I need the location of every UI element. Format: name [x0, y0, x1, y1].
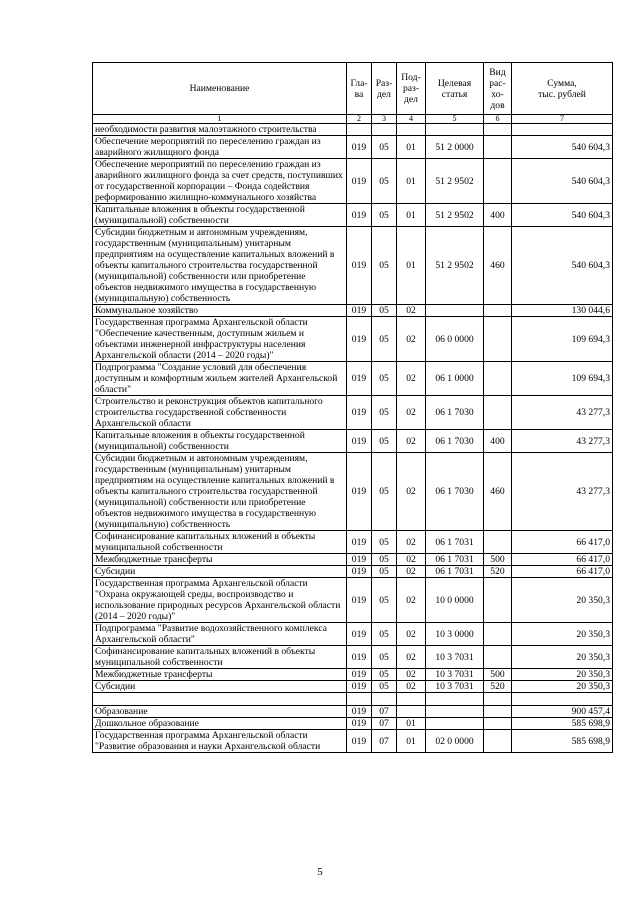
cell-glava: 019: [347, 453, 372, 531]
table-row: [93, 362, 613, 396]
cell-expense-type: [484, 693, 512, 706]
cell-glava: 019: [347, 305, 372, 317]
header-name: Наименование: [93, 63, 347, 115]
cell-target-article: 10 3 7031: [426, 669, 484, 681]
cell-podrazdel: 02: [397, 531, 426, 554]
cell-name: Капитальные вложения в объекты государственной (муниципальной) собственности: [93, 430, 347, 453]
table-row: [93, 305, 613, 317]
cell-glava: [347, 693, 372, 706]
cell-podrazdel: 01: [397, 730, 426, 753]
cell-name: Подпрограмма "Создание условий для обеспечения доступным и комфортным жильем жителей Архангельской области": [93, 362, 347, 396]
cell-expense-type: 460: [484, 453, 512, 531]
cell-podrazdel: [397, 124, 426, 136]
cell-target-article: 06 0 0000: [426, 317, 484, 362]
cell-razdel: 05: [372, 317, 397, 362]
cell-glava: 019: [347, 136, 372, 159]
cell-razdel: 05: [372, 554, 397, 566]
cell-razdel: 07: [372, 718, 397, 730]
cell-expense-type: 460: [484, 227, 512, 305]
cell-sum: 66 417,0: [512, 531, 613, 554]
cell-target-article: [426, 305, 484, 317]
column-number: 1: [93, 115, 347, 124]
cell-podrazdel: 01: [397, 227, 426, 305]
cell-razdel: 05: [372, 396, 397, 430]
cell-name: Субсидии: [93, 566, 347, 578]
cell-glava: 019: [347, 566, 372, 578]
cell-sum: 20 350,3: [512, 623, 613, 646]
cell-sum: 540 604,3: [512, 227, 613, 305]
table-row: [93, 204, 613, 227]
table-row: [93, 136, 613, 159]
table-row: [93, 566, 613, 578]
table-row: [93, 396, 613, 430]
table-row: [93, 681, 613, 693]
table-row: [93, 554, 613, 566]
cell-podrazdel: 01: [397, 159, 426, 204]
cell-name: Образование: [93, 706, 347, 718]
cell-expense-type: [484, 124, 512, 136]
table-body: [93, 124, 613, 753]
cell-podrazdel: 02: [397, 623, 426, 646]
cell-podrazdel: 02: [397, 681, 426, 693]
table-row: [93, 718, 613, 730]
cell-glava: 019: [347, 706, 372, 718]
cell-glava: 019: [347, 227, 372, 305]
cell-razdel: 05: [372, 362, 397, 396]
cell-razdel: 05: [372, 136, 397, 159]
cell-sum: 43 277,3: [512, 430, 613, 453]
table-row: [93, 706, 613, 718]
header-sum: Сумма, тыс. рублей: [512, 63, 613, 115]
cell-sum: 109 694,3: [512, 362, 613, 396]
table-row: [93, 623, 613, 646]
cell-glava: 019: [347, 578, 372, 623]
cell-glava: 019: [347, 317, 372, 362]
cell-razdel: 05: [372, 531, 397, 554]
cell-expense-type: 400: [484, 430, 512, 453]
cell-podrazdel: [397, 693, 426, 706]
cell-target-article: [426, 718, 484, 730]
cell-expense-type: [484, 718, 512, 730]
cell-podrazdel: 02: [397, 566, 426, 578]
cell-name: Межбюджетные трансферты: [93, 554, 347, 566]
column-number: 4: [397, 115, 426, 124]
cell-target-article: 10 3 7031: [426, 681, 484, 693]
cell-name: Государственная программа Архангельской области "Развитие образования и науки Архангельской области: [93, 730, 347, 753]
cell-name: Государственная программа Архангельской области "Обеспечение качественным, доступным жильем и объектами инженерной инфраструктуры населения Архангельской области (2014 – 2020 годы)": [93, 317, 347, 362]
table-row: [93, 317, 613, 362]
cell-name: Межбюджетные трансферты: [93, 669, 347, 681]
cell-podrazdel: 02: [397, 578, 426, 623]
cell-razdel: [372, 124, 397, 136]
cell-glava: 019: [347, 362, 372, 396]
cell-expense-type: [484, 578, 512, 623]
cell-target-article: [426, 706, 484, 718]
cell-target-article: 51 2 9502: [426, 159, 484, 204]
cell-razdel: 05: [372, 453, 397, 531]
cell-sum: 109 694,3: [512, 317, 613, 362]
cell-name: Обеспечение мероприятий по переселению граждан из аварийного жилищного фонда за счет средств, поступивших от государственной корпорации – Фонда содействия реформированию жилищно-коммунального хозяйства: [93, 159, 347, 204]
cell-sum: 900 457,4: [512, 706, 613, 718]
cell-glava: 019: [347, 531, 372, 554]
cell-razdel: 05: [372, 623, 397, 646]
cell-glava: 019: [347, 204, 372, 227]
cell-glava: 019: [347, 730, 372, 753]
cell-target-article: 10 3 7031: [426, 646, 484, 669]
cell-podrazdel: 02: [397, 554, 426, 566]
cell-podrazdel: 02: [397, 305, 426, 317]
cell-expense-type: [484, 623, 512, 646]
cell-podrazdel: 02: [397, 396, 426, 430]
cell-razdel: 05: [372, 227, 397, 305]
cell-sum: 585 698,9: [512, 718, 613, 730]
cell-expense-type: 400: [484, 204, 512, 227]
cell-target-article: 51 2 9502: [426, 227, 484, 305]
cell-target-article: [426, 124, 484, 136]
cell-sum: 20 350,3: [512, 646, 613, 669]
cell-sum: [512, 693, 613, 706]
cell-glava: 019: [347, 681, 372, 693]
cell-glava: 019: [347, 623, 372, 646]
cell-expense-type: [484, 317, 512, 362]
cell-name: Обеспечение мероприятий по переселению граждан из аварийного жилищного фонда: [93, 136, 347, 159]
cell-sum: 66 417,0: [512, 554, 613, 566]
cell-target-article: 06 1 7030: [426, 430, 484, 453]
column-number: 6: [484, 115, 512, 124]
cell-sum: 66 417,0: [512, 566, 613, 578]
cell-name: Софинансирование капитальных вложений в объекты муниципальной собственности: [93, 531, 347, 554]
cell-expense-type: 520: [484, 681, 512, 693]
cell-sum: 20 350,3: [512, 669, 613, 681]
cell-razdel: 05: [372, 669, 397, 681]
cell-name: Подпрограмма "Развитие водохозяйственного комплекса Архангельской области": [93, 623, 347, 646]
cell-name: Субсидии бюджетным и автономным учреждениям, государственным (муниципальным) унитарным предприятиям на осуществление капитальных вложений в объекты капитального строительства государственной (муниципальной) собственности или приобретение объектов недвижимого имущества в государственную (муниципальную) собственность: [93, 227, 347, 305]
cell-podrazdel: 02: [397, 362, 426, 396]
cell-name: Капитальные вложения в объекты государственной (муниципальной) собственности: [93, 204, 347, 227]
cell-sum: 540 604,3: [512, 204, 613, 227]
cell-podrazdel: 02: [397, 453, 426, 531]
cell-razdel: 05: [372, 305, 397, 317]
cell-target-article: 06 1 7030: [426, 453, 484, 531]
cell-target-article: 06 1 7031: [426, 554, 484, 566]
cell-razdel: 07: [372, 706, 397, 718]
cell-expense-type: [484, 396, 512, 430]
cell-razdel: 07: [372, 730, 397, 753]
header-glava: Гла- ва: [347, 63, 372, 115]
cell-expense-type: [484, 305, 512, 317]
cell-target-article: 06 1 0000: [426, 362, 484, 396]
cell-glava: 019: [347, 159, 372, 204]
cell-glava: 019: [347, 430, 372, 453]
cell-target-article: 06 1 7031: [426, 531, 484, 554]
cell-expense-type: 500: [484, 554, 512, 566]
header-razdel: Раз- дел: [372, 63, 397, 115]
table-row: [93, 730, 613, 753]
header-podrazdel: Под- раз- дел: [397, 63, 426, 115]
cell-sum: 20 350,3: [512, 578, 613, 623]
column-number-row: [93, 115, 613, 124]
cell-glava: 019: [347, 669, 372, 681]
cell-razdel: 05: [372, 566, 397, 578]
cell-glava: 019: [347, 396, 372, 430]
cell-podrazdel: 02: [397, 669, 426, 681]
cell-target-article: 10 3 0000: [426, 623, 484, 646]
cell-expense-type: [484, 136, 512, 159]
cell-sum: 130 044,6: [512, 305, 613, 317]
column-number: 7: [512, 115, 613, 124]
table-row: [93, 430, 613, 453]
cell-name: Государственная программа Архангельской области "Охрана окружающей среды, воспроизводство и использование природных ресурсов Архангельской области (2014 – 2020 годы)": [93, 578, 347, 623]
table-row: [93, 159, 613, 204]
cell-razdel: 05: [372, 430, 397, 453]
cell-podrazdel: 02: [397, 646, 426, 669]
cell-name: Строительство и реконструкция объектов капитального строительства государственной собственности Архангельской области: [93, 396, 347, 430]
cell-target-article: 06 1 7030: [426, 396, 484, 430]
cell-target-article: [426, 693, 484, 706]
table-row: [93, 578, 613, 623]
table-row: [93, 124, 613, 136]
cell-expense-type: [484, 531, 512, 554]
cell-name: Субсидии бюджетным и автономным учреждениям, государственным (муниципальным) унитарным предприятиям на осуществление капитальных вложений в объекты капитального строительства государственной (муниципальной) собственности или приобретение объектов недвижимого имущества в государственную (муниципальную) собственность: [93, 453, 347, 531]
cell-expense-type: [484, 730, 512, 753]
cell-target-article: 51 2 9502: [426, 204, 484, 227]
cell-expense-type: [484, 362, 512, 396]
page-number: 5: [317, 866, 323, 878]
cell-sum: 20 350,3: [512, 681, 613, 693]
cell-target-article: 10 0 0000: [426, 578, 484, 623]
cell-podrazdel: 02: [397, 430, 426, 453]
cell-expense-type: [484, 646, 512, 669]
cell-podrazdel: 01: [397, 136, 426, 159]
cell-razdel: 05: [372, 159, 397, 204]
column-number: 2: [347, 115, 372, 124]
cell-expense-type: [484, 706, 512, 718]
cell-expense-type: [484, 159, 512, 204]
cell-name: необходимости развития малоэтажного строительства: [93, 124, 347, 136]
cell-razdel: 05: [372, 578, 397, 623]
cell-sum: 43 277,3: [512, 396, 613, 430]
cell-razdel: [372, 693, 397, 706]
cell-glava: 019: [347, 718, 372, 730]
cell-name: Субсидии: [93, 681, 347, 693]
cell-name: Дошкольное образование: [93, 718, 347, 730]
cell-razdel: 05: [372, 646, 397, 669]
header-row: [93, 63, 613, 115]
cell-glava: 019: [347, 646, 372, 669]
table-row: [93, 693, 613, 706]
table-row: [93, 227, 613, 305]
cell-target-article: 06 1 7031: [426, 566, 484, 578]
column-number: 5: [426, 115, 484, 124]
cell-sum: 540 604,3: [512, 136, 613, 159]
cell-podrazdel: 01: [397, 204, 426, 227]
cell-podrazdel: [397, 706, 426, 718]
cell-glava: [347, 124, 372, 136]
column-number: 3: [372, 115, 397, 124]
budget-table: [92, 62, 613, 753]
cell-razdel: 05: [372, 681, 397, 693]
table-row: [93, 453, 613, 531]
cell-target-article: 02 0 0000: [426, 730, 484, 753]
table-row: [93, 646, 613, 669]
header-target: Целевая статья: [426, 63, 484, 115]
table-row: [93, 669, 613, 681]
cell-glava: 019: [347, 554, 372, 566]
cell-expense-type: 500: [484, 669, 512, 681]
cell-name: Коммунальное хозяйство: [93, 305, 347, 317]
cell-sum: 43 277,3: [512, 453, 613, 531]
cell-sum: [512, 124, 613, 136]
cell-podrazdel: 02: [397, 317, 426, 362]
cell-sum: 585 698,9: [512, 730, 613, 753]
cell-name: [93, 693, 347, 706]
cell-name: Софинансирование капитальных вложений в объекты муниципальной собственности: [93, 646, 347, 669]
header-vid: Вид рас- хо- дов: [484, 63, 512, 115]
cell-podrazdel: 01: [397, 718, 426, 730]
cell-target-article: 51 2 0000: [426, 136, 484, 159]
cell-razdel: 05: [372, 204, 397, 227]
cell-sum: 540 604,3: [512, 159, 613, 204]
table-row: [93, 531, 613, 554]
cell-expense-type: 520: [484, 566, 512, 578]
